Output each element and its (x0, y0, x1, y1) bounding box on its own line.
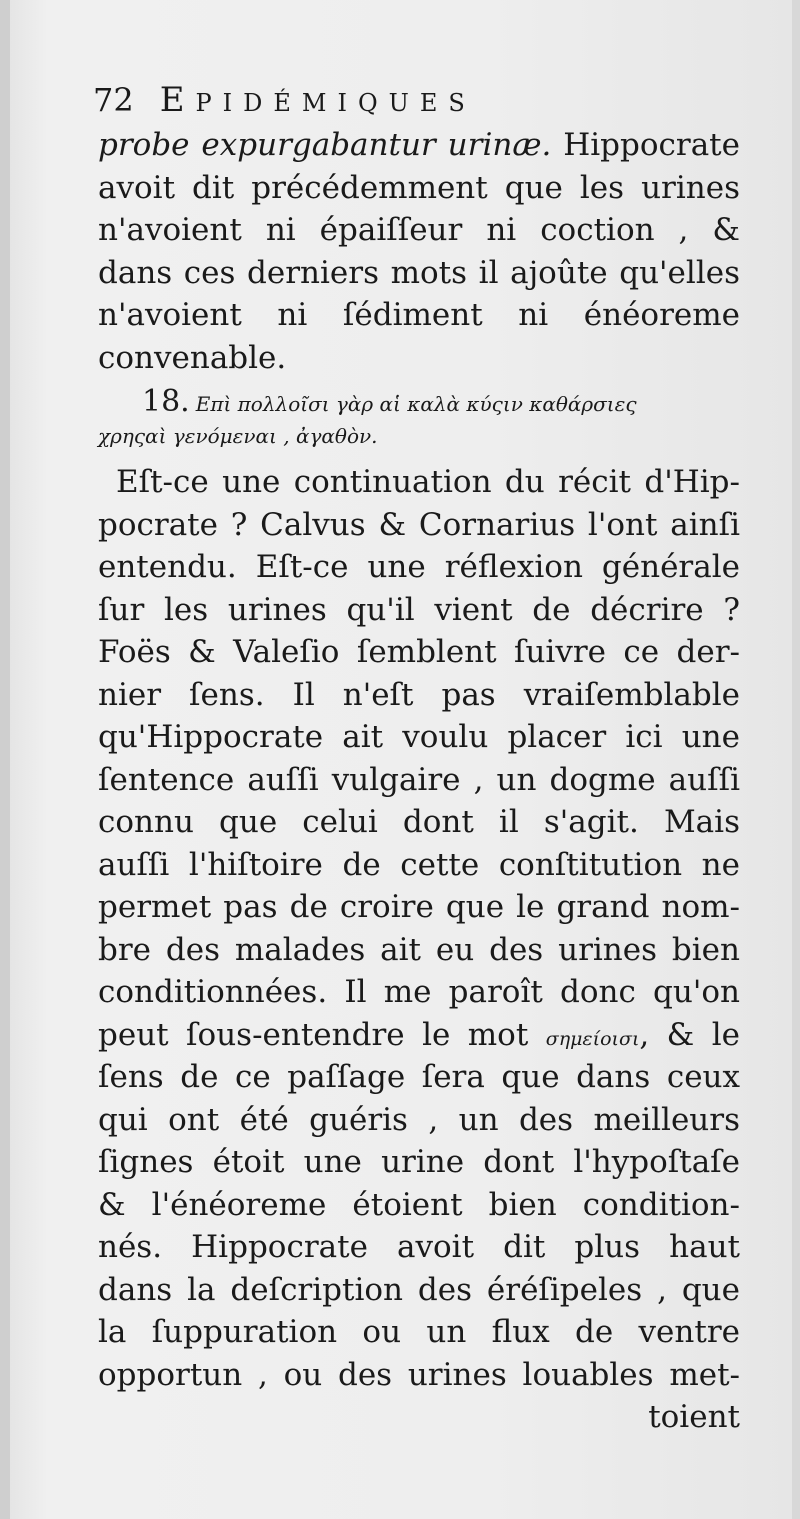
text-line: entendu. Eſt-ce une réflexion générale (98, 549, 740, 585)
text-line: nier ſens. Il n'eſt pas vraiſemblable (98, 676, 740, 713)
text-line: qu'Hippocrate ait voulu placer ici une (98, 719, 740, 755)
text-line: conditionnées. Il me paroît donc qu'on (98, 974, 740, 1010)
text-line: ſignes étoit une urine dont l'hypoſtaſe (98, 1144, 740, 1180)
page-number: 72 (93, 81, 134, 119)
text-fragment: , & le (639, 1016, 740, 1053)
text-line: pocrate ? Calvus & Cornarius l'ont ainſi (98, 506, 740, 543)
greek-quotation (98, 384, 740, 455)
text-line: dans ces derniers mots il ajoûte qu'elles (98, 254, 740, 291)
text-line: Eſt-ce une continuation du récit d'Hip- (116, 464, 740, 500)
greek-text: Επὶ πολλοῖσι γὰρ αἱ καλὰ κύςιν καθάρσιες (195, 392, 637, 416)
text-line: ſens de ce paſſage ſera que dans ceux (98, 1059, 740, 1095)
greek-line (98, 384, 740, 421)
text-fragment: Hippocrate (551, 127, 740, 163)
text-line: bre des malades ait eu des urines bien (98, 931, 740, 968)
page-edge-shadow-left (0, 0, 10, 1519)
text-line: n'avoient ni ſédiment ni énéoreme (98, 297, 740, 333)
greek-line: χρηςαὶ γενόμεναι , ἀγαθὸν. (98, 424, 378, 448)
text-line: connu que celui dont il s'agit. Mais (98, 804, 740, 840)
text-line: opportun , ou des urines louables met- (98, 1356, 740, 1393)
text-line: avoit dit précédemment que les urines (98, 169, 740, 206)
running-title: Epidémiques (159, 80, 476, 120)
catchword: toient (648, 1399, 740, 1435)
text-line: auſſi l'hiſtoire de cette conſtitution ne (98, 846, 740, 883)
text-line: Foës & Valeſio ſemblent ſuivre ce der- (98, 634, 740, 670)
aphorism-number: 18. (142, 384, 190, 419)
text-line (98, 1014, 740, 1057)
text-line: n'avoient ni épaiſſeur ni coction , & (98, 212, 740, 248)
text-line: qui ont été guéris , un des meilleurs (98, 1101, 740, 1138)
text-line: ſur les urines qu'il vient de décrire ? (98, 591, 740, 628)
body-text (98, 124, 740, 1439)
running-header (93, 78, 713, 122)
text-line: ſentence auſſi vulgaire , un dogme auſſi (98, 761, 740, 798)
text-line: convenable. (98, 339, 287, 376)
text-line: dans la deſcription des éréſipeles , que (98, 1271, 740, 1308)
text-line: permet pas de croire que le grand nom- (98, 889, 740, 925)
text-line: nés. Hippocrate avoit dit plus haut (98, 1229, 740, 1265)
latin-quote: probe expurgabantur urinæ. (98, 127, 552, 163)
page-edge-shadow-right (792, 0, 800, 1519)
greek-word: σημείοισι (545, 1027, 640, 1050)
text-line: la ſuppuration ou un flux de ventre (98, 1314, 740, 1350)
text-fragment: peut ſous-entendre le mot (98, 1016, 546, 1053)
text-line (98, 124, 740, 167)
text-line: & l'énéoreme étoient bien condition- (98, 1186, 740, 1223)
